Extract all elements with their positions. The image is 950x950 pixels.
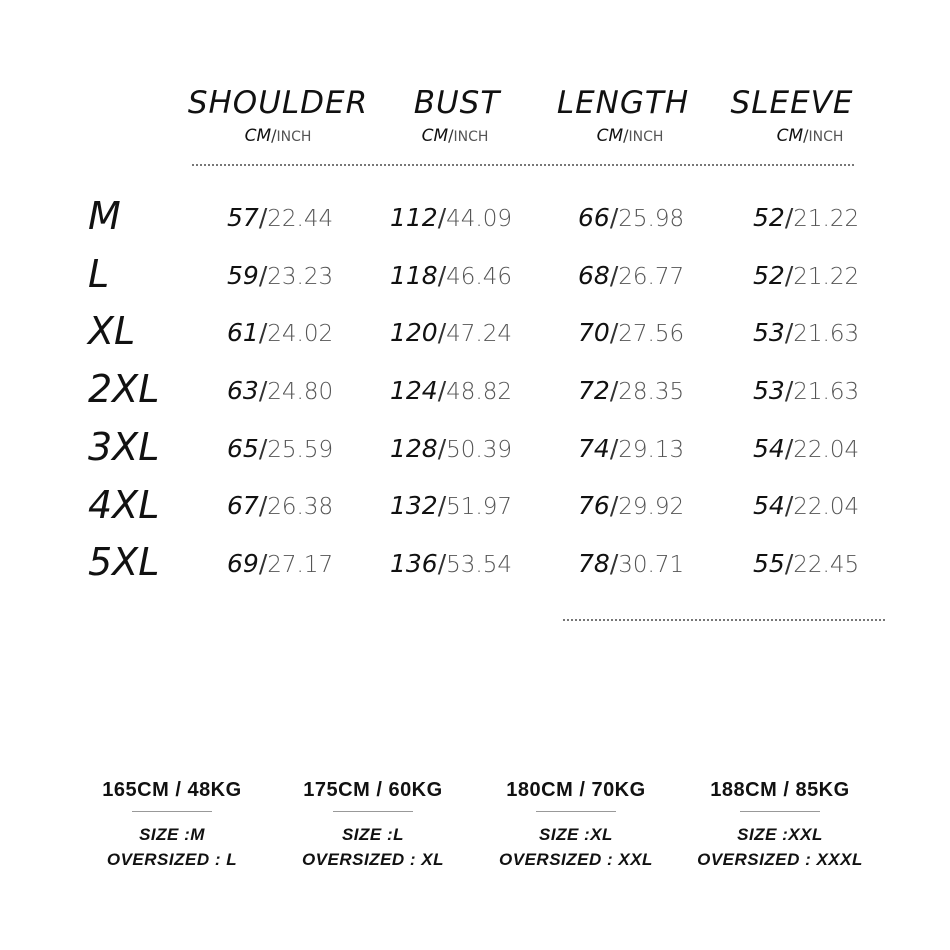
cm-value: 52 [753,203,785,232]
inch-value: 26.77 [618,264,685,290]
value-separator: / [258,376,268,405]
column-unit [535,127,725,146]
column-title: BUST [413,85,501,121]
value-separator: / [609,203,619,232]
cm-value: 63 [227,376,259,405]
inch-value: 21.22 [793,206,860,232]
value-separator: / [258,491,268,520]
shoulder-cell [227,434,333,465]
value-separator: / [437,491,447,520]
shoulder-cell [227,376,333,407]
size-label: M [88,194,121,238]
inch-value: 22.45 [793,552,860,578]
inch-value: 46.46 [446,264,513,290]
unit-separator: / [271,126,277,145]
value-separator: / [784,549,794,578]
value-separator: / [258,434,268,463]
cm-value: 76 [578,491,610,520]
shoulder-cell [227,318,333,349]
bust-cell [390,376,512,407]
column-title: SLEEVE [730,85,854,121]
size-label: 5XL [88,540,160,584]
inch-value: 26.38 [267,494,334,520]
inch-value: 24.80 [267,379,334,405]
cm-value: 54 [753,491,785,520]
cm-value: 67 [227,491,259,520]
value-separator: / [437,203,447,232]
recommended-size: SIZE :XXL [737,825,823,844]
cm-value: 53 [753,376,785,405]
bust-cell [390,434,512,465]
shoulder-cell [227,491,333,522]
size-label: 2XL [88,367,160,411]
cm-value: 65 [227,434,259,463]
inch-value: 28.35 [618,379,685,405]
inch-value: 22.44 [267,206,334,232]
unit-inch: INCH [276,129,312,145]
column-title: LENGTH [556,85,690,121]
bust-cell [390,203,512,234]
table-divider [563,619,885,621]
unit-separator: / [448,126,454,145]
inch-value: 51.97 [446,494,513,520]
unit-cm: CM [421,126,449,146]
column-unit [360,127,550,146]
cm-value: 54 [753,434,785,463]
cm-value: 69 [227,549,259,578]
inch-value: 21.63 [793,379,860,405]
cm-value: 68 [578,261,610,290]
recommended-size: SIZE :M [139,825,205,844]
size-label: 4XL [88,483,160,527]
inch-value: 24.02 [267,321,334,347]
value-separator: / [258,261,268,290]
inch-value: 29.13 [618,437,685,463]
unit-cm: CM [776,126,804,146]
unit-inch: INCH [628,129,664,145]
length-cell [578,434,684,465]
card-divider [536,811,616,812]
cm-value: 61 [227,318,259,347]
shoulder-cell [227,261,333,292]
unit-inch: INCH [808,129,844,145]
inch-value: 53.54 [446,552,513,578]
length-cell [578,318,684,349]
value-separator: / [258,203,268,232]
sleeve-cell [753,549,859,580]
inch-value: 21.22 [793,264,860,290]
height-weight: 165CM / 48KG [102,779,242,801]
value-separator: / [609,376,619,405]
cm-value: 128 [390,434,438,463]
size-label: 3XL [88,425,160,469]
card-divider [333,811,413,812]
shoulder-cell [227,203,333,234]
inch-value: 30.71 [618,552,685,578]
cm-value: 72 [578,376,610,405]
cm-value: 120 [390,318,438,347]
inch-value: 21.63 [793,321,860,347]
sleeve-cell [753,203,859,234]
value-separator: / [784,203,794,232]
sleeve-cell [753,318,859,349]
sleeve-cell [753,261,859,292]
sleeve-cell [753,434,859,465]
value-separator: / [609,261,619,290]
cm-value: 74 [578,434,610,463]
value-separator: / [258,549,268,578]
cm-value: 53 [753,318,785,347]
recommendation-card [476,778,676,872]
cm-value: 124 [390,376,438,405]
value-separator: / [784,434,794,463]
inch-value: 23.23 [267,264,334,290]
length-cell [578,491,684,522]
bust-cell [390,491,512,522]
cm-value: 52 [753,261,785,290]
column-unit [183,127,373,146]
inch-value: 25.59 [267,437,334,463]
recommended-size: SIZE :XL [539,825,613,844]
shoulder-cell [227,549,333,580]
value-separator: / [784,261,794,290]
cm-value: 112 [390,203,438,232]
length-cell [578,203,684,234]
recommendation-card [72,778,272,872]
inch-value: 27.17 [267,552,334,578]
value-separator: / [437,434,447,463]
inch-value: 48.82 [446,379,513,405]
cm-value: 136 [390,549,438,578]
unit-inch: INCH [453,129,489,145]
size-label: L [88,252,110,296]
bust-cell [390,318,512,349]
bust-cell [390,261,512,292]
oversized-size: OVERSIZED : XXXL [697,850,863,869]
header-divider [192,164,854,166]
height-weight: 180CM / 70KG [506,779,646,801]
value-separator: / [609,549,619,578]
oversized-size: OVERSIZED : XXL [499,850,653,869]
value-separator: / [437,549,447,578]
inch-value: 50.39 [446,437,513,463]
value-separator: / [437,318,447,347]
value-separator: / [609,491,619,520]
inch-value: 44.09 [446,206,513,232]
size-label: XL [88,309,136,353]
length-cell [578,261,684,292]
value-separator: / [784,491,794,520]
unit-separator: / [803,126,809,145]
cm-value: 78 [578,549,610,578]
inch-value: 22.04 [793,437,860,463]
inch-value: 27.56 [618,321,685,347]
value-separator: / [437,261,447,290]
unit-cm: CM [596,126,624,146]
recommendation-card [680,778,880,872]
value-separator: / [784,376,794,405]
value-separator: / [258,318,268,347]
inch-value: 22.04 [793,494,860,520]
value-separator: / [784,318,794,347]
bust-cell [390,549,512,580]
card-divider [132,811,212,812]
cm-value: 132 [390,491,438,520]
length-cell [578,549,684,580]
unit-separator: / [623,126,629,145]
cm-value: 66 [578,203,610,232]
sleeve-cell [753,376,859,407]
cm-value: 59 [227,261,259,290]
oversized-size: OVERSIZED : L [106,850,238,869]
column-title: SHOULDER [187,85,369,121]
oversized-size: OVERSIZED : XL [301,850,445,869]
unit-cm: CM [244,126,272,146]
height-weight: 188CM / 85KG [710,779,850,801]
inch-value: 29.92 [618,494,685,520]
recommended-size: SIZE :L [341,825,405,844]
value-separator: / [609,434,619,463]
value-separator: / [437,376,447,405]
card-divider [740,811,820,812]
cm-value: 57 [227,203,259,232]
sleeve-cell [753,491,859,522]
inch-value: 47.24 [446,321,513,347]
height-weight: 175CM / 60KG [303,779,443,801]
cm-value: 55 [753,549,785,578]
column-unit [715,127,905,146]
recommendation-card [273,778,473,872]
cm-value: 70 [578,318,610,347]
inch-value: 25.98 [618,206,685,232]
length-cell [578,376,684,407]
value-separator: / [609,318,619,347]
cm-value: 118 [390,261,438,290]
